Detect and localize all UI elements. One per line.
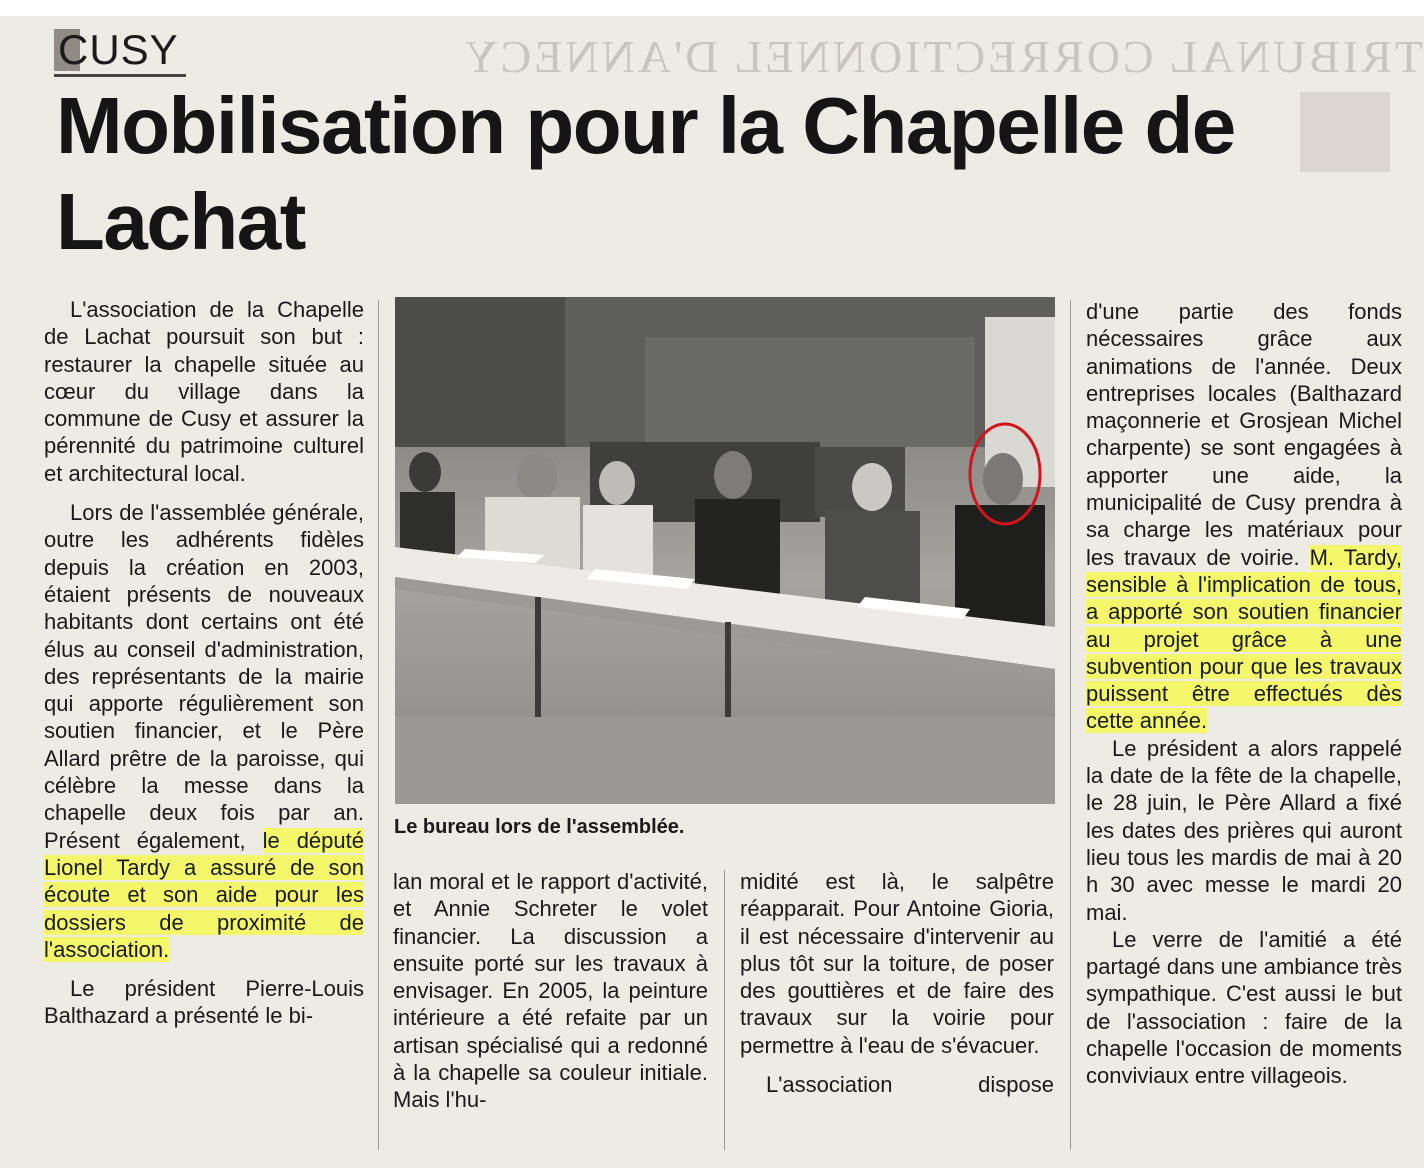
paragraph: lan moral et le rapport d'activité, et Annie Schreter le volet financier. La discussion a ensuite porté sur les travaux à envisager. En 2005, la peinture intérieure a été refaite par un artisan spécialisé qui a redonné à la chapelle sa couleur initiale. Mais l'hu- <box>393 869 708 1113</box>
bleed-through-heading: TRIBUNAL CORRECTIONNEL D'ANNECY <box>461 31 1423 82</box>
article-column-3 <box>740 868 1054 1098</box>
paragraph <box>44 499 364 963</box>
article-column-2 <box>393 868 708 1114</box>
photo-illustration <box>395 297 1055 804</box>
scan-margin <box>0 0 1424 16</box>
photo-caption: Le bureau lors de l'assemblée. <box>394 816 685 838</box>
paragraph: Le président a alors rappelé la date de la fête de la chapelle, le 28 juin, le Père Allard a fixé les dates des prières qui auront lieu tous les mardis de mai à 20 h 30 avec messe le mardi 20 mai. <box>1086 735 1402 925</box>
kicker-underline <box>54 74 186 77</box>
paragraph: L'association de la Chapelle de Lachat poursuit son but : restaurer la chapelle située au cœur du village dans la commune de Cusy et assurer la pérennité du patrimoine culturel et architectural local. <box>44 297 364 486</box>
paragraph: Le verre de l'amitié a été partagé dans une ambiance très sympathique. C'est aussi le but de l'association : faire de la chapelle l'occasion de moments conviviaux entre villageois. <box>1086 926 1402 1089</box>
article-photo <box>395 297 1055 804</box>
column-divider <box>724 870 725 1150</box>
article-column-4 <box>1086 298 1402 1090</box>
column-divider <box>1070 300 1071 1150</box>
highlighted-text: M. Tardy, sensible à l'implication de tous, a apporté son soutien financier au projet grâce à une subvention pour que les travaux puissent être effectués dès cette année. <box>1086 544 1402 734</box>
paragraph <box>1086 298 1402 735</box>
headline: Mobilisation pour la Chapelle de Lachat <box>56 81 1235 266</box>
highlighted-text: le député Lionel Tardy a assuré de son écoute et son aide pour les dossiers de proximité de l'association. <box>44 827 364 962</box>
paragraph-text: d'une partie des fonds nécessaires grâce aux animations de l'année. Deux entreprises locales (Balthazard maçonnerie et Grosjean Michel charpente) se sont engagées à apporter une aide, la municipalité de Cusy prendra à sa charge les matériaux pour les travaux de voirie. <box>1086 299 1402 570</box>
paragraph: L'association dispose <box>766 1072 1054 1098</box>
kicker-label: CUSY <box>58 26 179 73</box>
paragraph: Le président Pierre-Louis Balthazard a présenté le bi- <box>44 976 364 1029</box>
column-divider <box>378 300 379 1150</box>
paragraph-text: Lors de l'assemblée générale, outre les adhérents fidèles depuis la création en 2003, étaient présents de nouveaux habitants dont certains ont été élus au conseil d'administration, des représentants de la mairie qui apporte régulièrement son soutien financier, et le Père Allard prêtre de la paroisse, qui célèbre la messe dans la chapelle deux fois par an. Présent également, <box>44 500 364 853</box>
section-kicker <box>54 24 179 76</box>
article-column-1 <box>44 296 364 1030</box>
paragraph: midité est là, le salpêtre réapparait. Pour Antoine Gioria, il est nécessaire d'intervenir au plus tôt sur la toiture, de poser des gouttières et de faire des travaux sur la voirie pour permettre à l'eau de s'évacuer. <box>740 869 1054 1058</box>
